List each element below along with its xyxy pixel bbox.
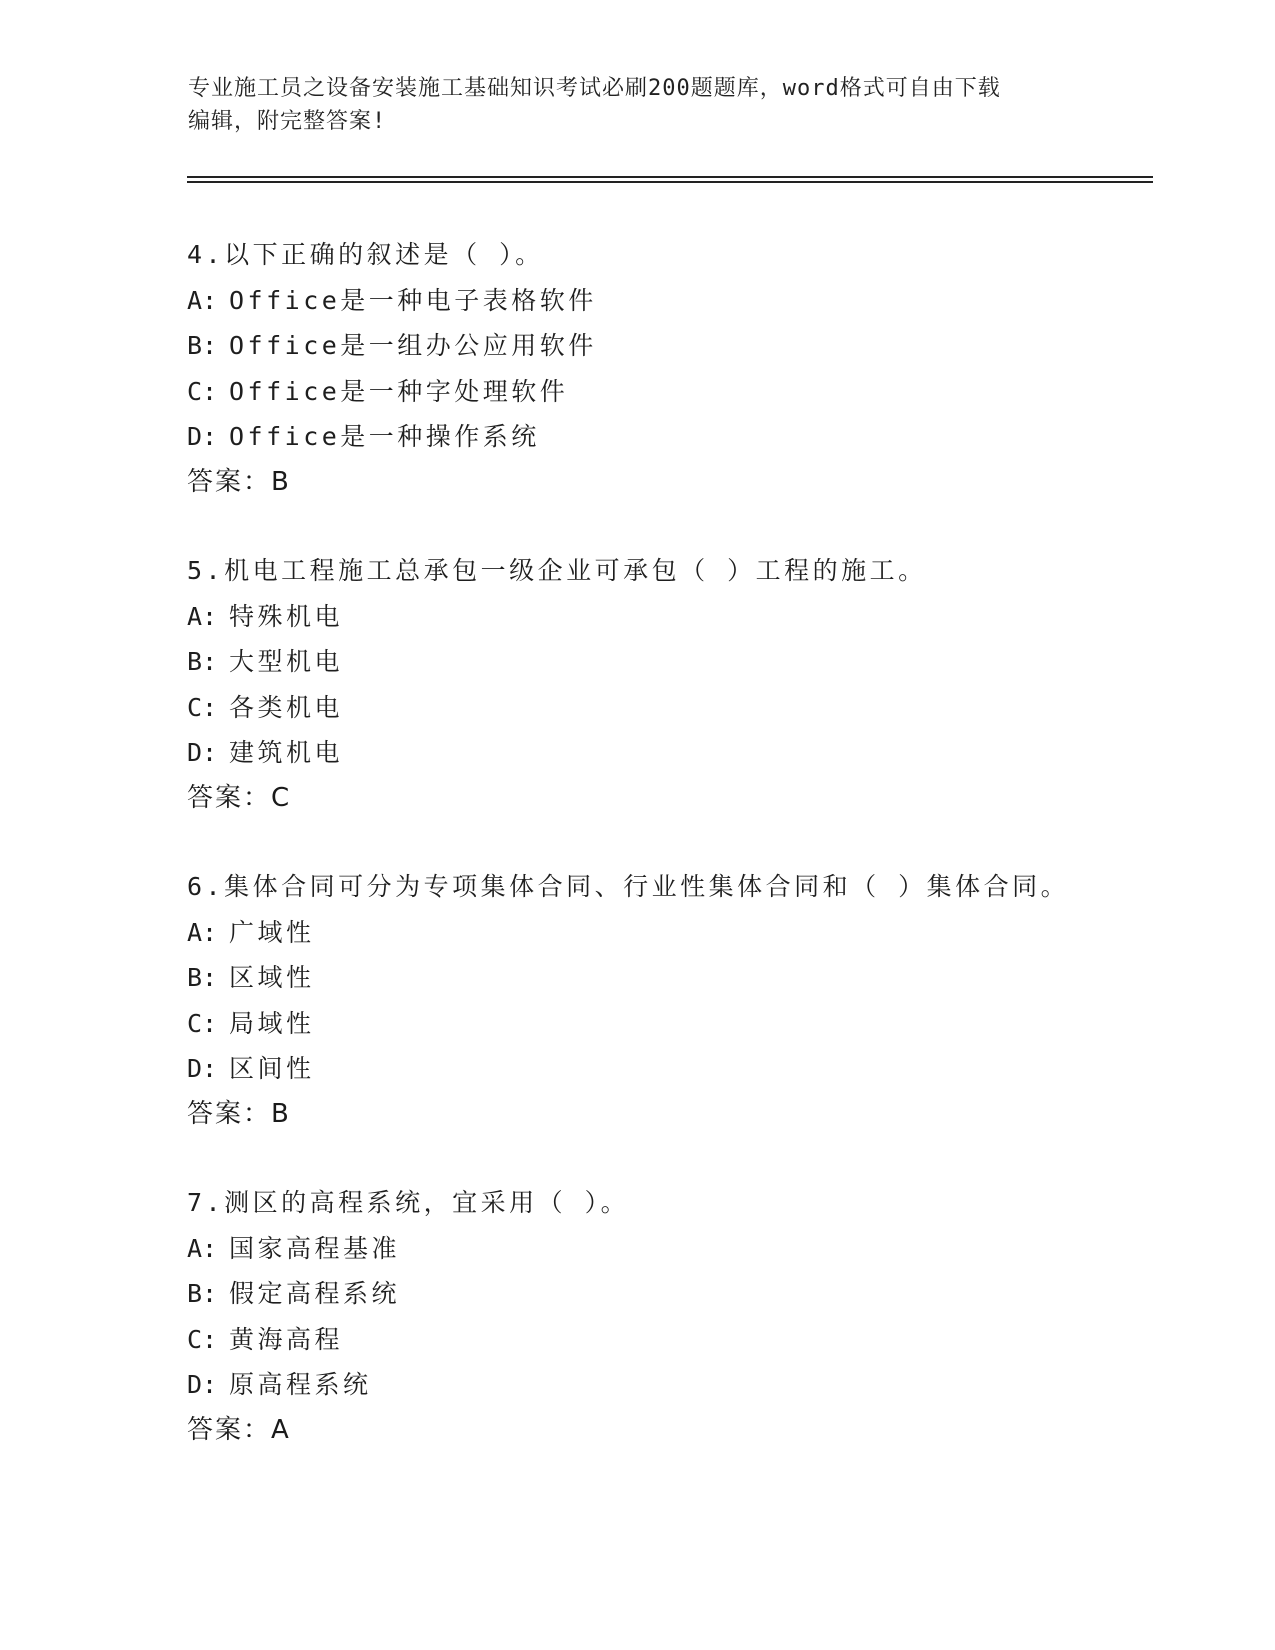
option-letter: B:: [187, 1279, 218, 1308]
option-letter: A:: [187, 917, 218, 947]
option-c: [187, 1317, 1147, 1363]
option-c: [187, 685, 1147, 731]
option-letter: C:: [187, 376, 218, 406]
option-c: [187, 1001, 1147, 1047]
option-letter: A:: [187, 601, 218, 631]
question-block-4: [187, 232, 1147, 505]
option-letter: B:: [187, 647, 218, 676]
option-b: [187, 639, 1147, 685]
document-header: [188, 72, 1088, 138]
header-rule-top: [187, 176, 1153, 178]
option-text: 广域性: [229, 917, 315, 947]
option-letter: D:: [187, 1370, 218, 1399]
option-letter: D:: [187, 1054, 218, 1083]
option-text: 局域性: [229, 1008, 315, 1038]
answer-line: 答案：C: [187, 782, 292, 813]
header-rule-bottom: [187, 181, 1153, 183]
option-letter: D:: [187, 738, 218, 767]
option-text: 特殊机电: [229, 601, 344, 631]
option-text: 区域性: [229, 963, 315, 992]
option-text: 假定高程系统: [229, 1279, 401, 1308]
option-letter: C:: [187, 1008, 218, 1038]
header-line-2: 编辑，附完整答案!: [188, 109, 387, 134]
answer-line: 答案：B: [187, 466, 291, 497]
option-d: [187, 1362, 1147, 1408]
option-d: [187, 1046, 1147, 1092]
option-a: [187, 910, 1147, 956]
question-stem: 4.以下正确的叙述是（ ）。: [187, 240, 544, 269]
option-text: Office是一种字处理软件: [229, 376, 569, 406]
option-a: [187, 1226, 1147, 1272]
option-letter: A:: [187, 1233, 218, 1263]
question-stem: 7.测区的高程系统，宜采用（ ）。: [187, 1188, 630, 1217]
option-text: 黄海高程: [229, 1324, 344, 1354]
option-text: Office是一种电子表格软件: [229, 285, 597, 315]
question-stem: 5.机电工程施工总承包一级企业可承包（ ）工程的施工。: [187, 556, 927, 585]
option-text: Office是一组办公应用软件: [229, 331, 597, 360]
question-block-7: [187, 1180, 1147, 1453]
option-text: 国家高程基准: [229, 1233, 401, 1263]
header-line-1: 专业施工员之设备安装施工基础知识考试必刷200题题库，word格式可自由下载: [188, 76, 1001, 101]
option-b: [187, 323, 1147, 369]
option-a: [187, 594, 1147, 640]
question-block-6: [187, 864, 1147, 1137]
option-d: [187, 414, 1147, 460]
option-c: [187, 369, 1147, 415]
option-letter: C:: [187, 1324, 218, 1354]
question-stem: 6.集体合同可分为专项集体合同、行业性集体合同和（ ）集体合同。: [187, 872, 1070, 901]
option-letter: A:: [187, 285, 218, 315]
option-letter: B:: [187, 331, 218, 360]
option-letter: C:: [187, 692, 218, 722]
option-text: 区间性: [229, 1054, 315, 1083]
answer-line: 答案：A: [187, 1414, 291, 1445]
option-text: 大型机电: [229, 647, 344, 676]
option-text: 建筑机电: [229, 738, 344, 767]
option-text: 各类机电: [229, 692, 344, 722]
option-letter: D:: [187, 422, 218, 451]
option-b: [187, 955, 1147, 1001]
question-block-5: [187, 548, 1147, 821]
option-d: [187, 730, 1147, 776]
option-text: Office是一种操作系统: [229, 422, 540, 451]
option-a: [187, 278, 1147, 324]
option-letter: B:: [187, 963, 218, 992]
option-b: [187, 1271, 1147, 1317]
option-text: 原高程系统: [229, 1370, 372, 1399]
answer-line: 答案：B: [187, 1098, 291, 1129]
